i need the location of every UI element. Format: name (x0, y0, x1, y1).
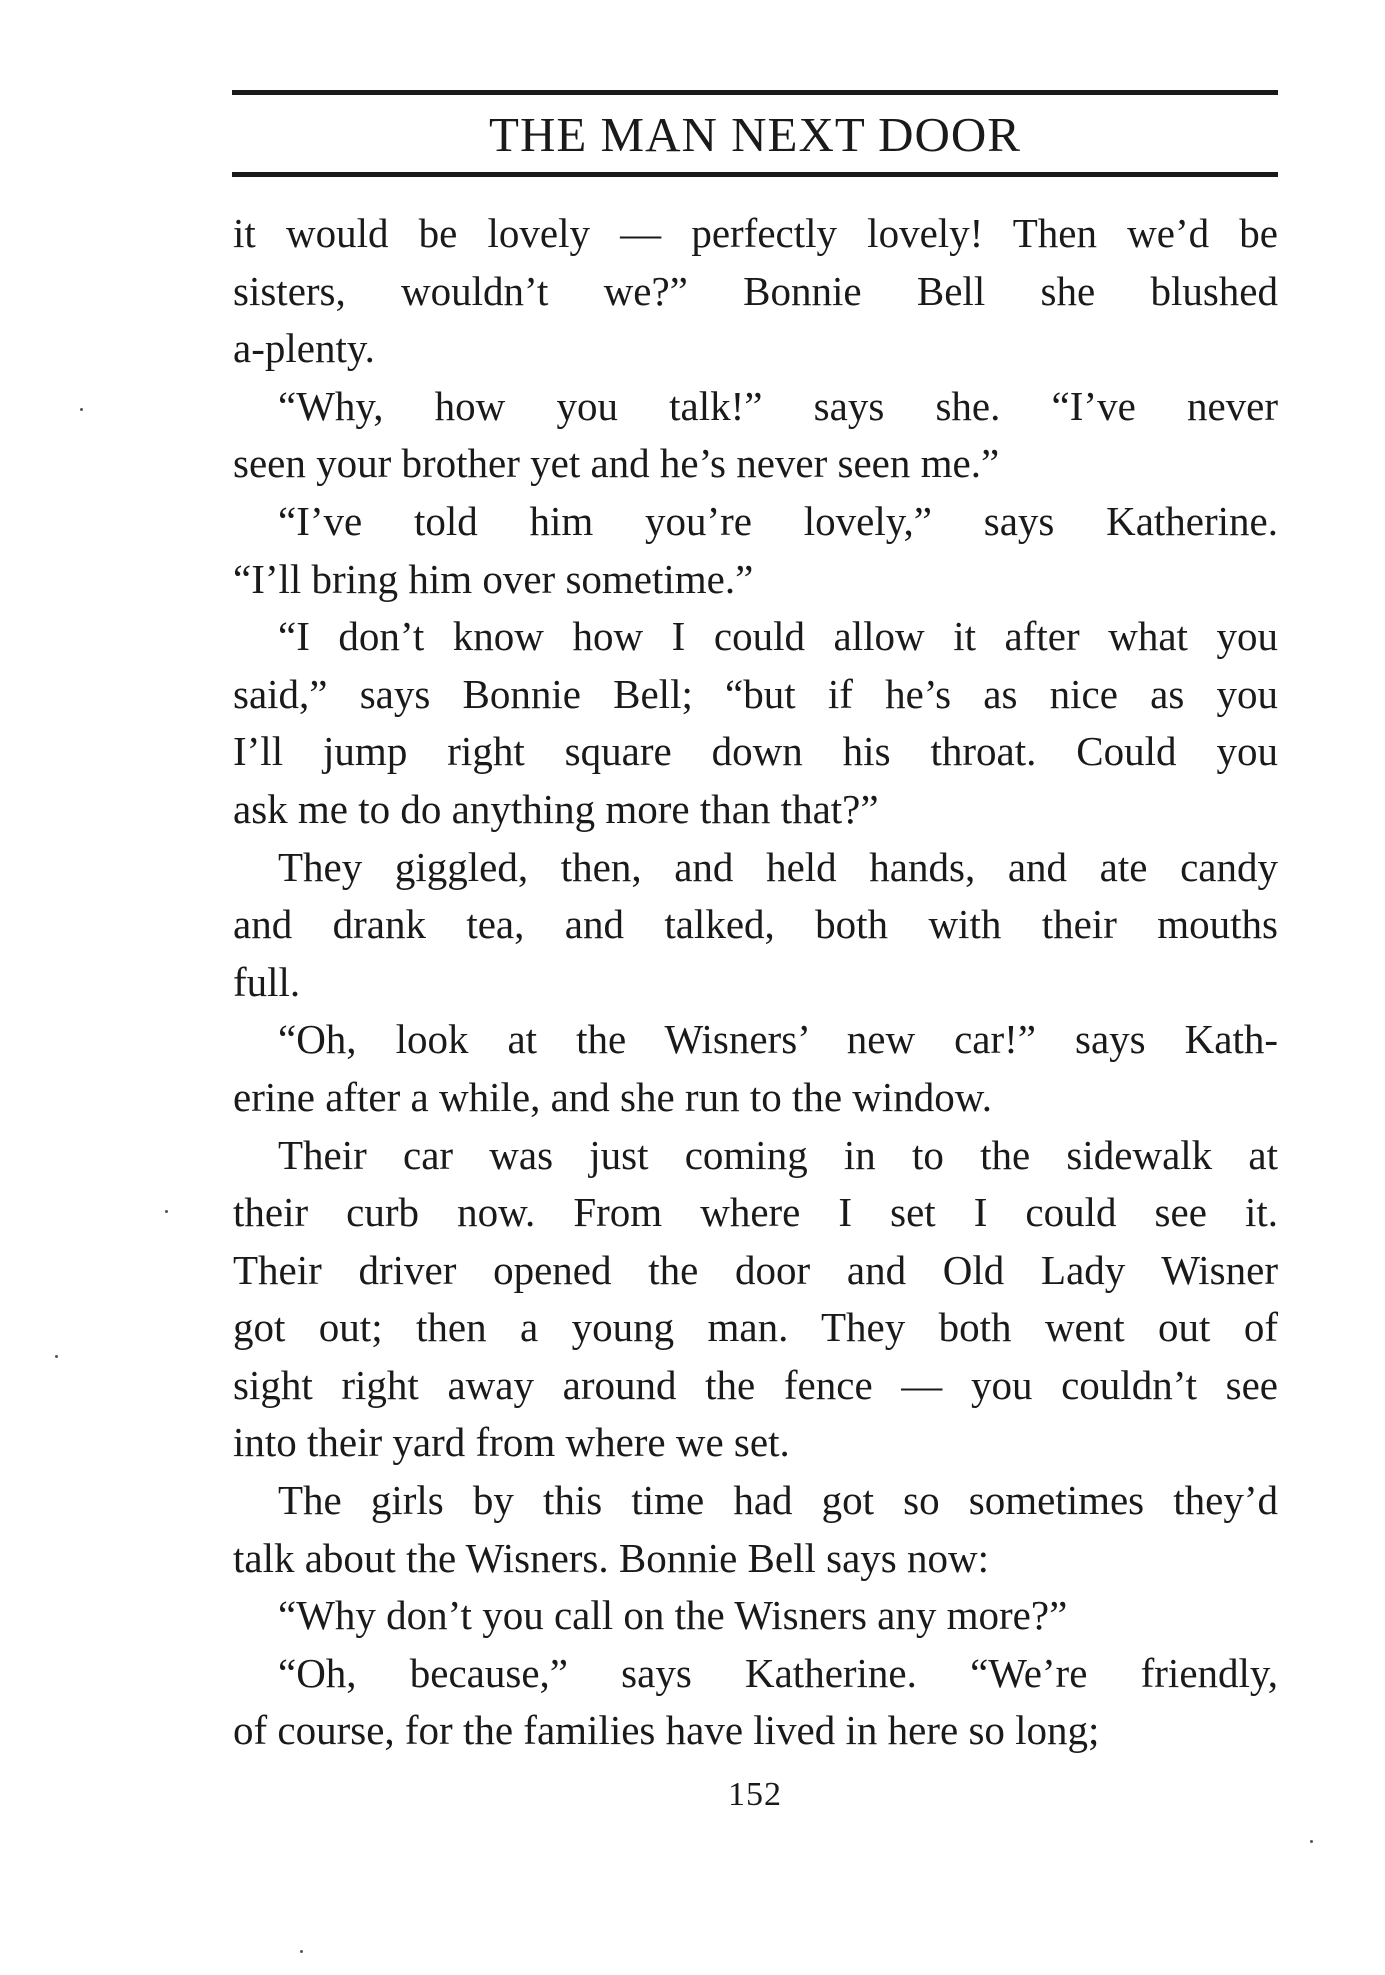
text-line: “Oh, look at the Wisners’ new car!” says Kath- (278, 1016, 1278, 1063)
text-line: of course, for the families have lived in here so long; (233, 1707, 1100, 1754)
paragraph (233, 1587, 1278, 1645)
scan-speck (165, 1210, 168, 1213)
paragraph (233, 378, 1278, 493)
paragraph (233, 1645, 1278, 1760)
text-line: said,” says Bonnie Bell; “but if he’s as nice as you (233, 670, 1278, 717)
scan-speck (80, 408, 83, 411)
running-head: THE MAN NEXT DOOR (489, 107, 1021, 162)
text-line: into their yard from where we set. (233, 1419, 790, 1466)
text-line: and drank tea, and talked, both with their mouths (233, 901, 1278, 948)
text-line: “Why, how you talk!” says she. “I’ve never (278, 382, 1278, 429)
paragraph (233, 1472, 1278, 1587)
text-line: Their driver opened the door and Old Lady Wisner (233, 1246, 1278, 1293)
paragraph (233, 205, 1278, 378)
paragraph (233, 1011, 1278, 1126)
header-rule-top (232, 90, 1278, 95)
text-line: seen your brother yet and he’s never seen me.” (233, 440, 1000, 487)
paragraph (233, 608, 1278, 838)
text-line: “I’ve told him you’re lovely,” says Katherine. (278, 497, 1278, 544)
text-line: “Oh, because,” says Katherine. “We’re friendly, (278, 1649, 1278, 1696)
text-line: Their car was just coming in to the sidewalk at (278, 1131, 1278, 1178)
text-line: The girls by this time had got so sometimes they’d (278, 1477, 1278, 1524)
paragraph (233, 839, 1278, 1012)
text-line: “Why don’t you call on the Wisners any more?” (278, 1592, 1068, 1639)
text-line: sisters, wouldn’t we?” Bonnie Bell she blushed (233, 267, 1278, 314)
text-line: erine after a while, and she run to the window. (233, 1073, 993, 1120)
text-line: “I’ll bring him over sometime.” (233, 555, 754, 602)
text-line: sight right away around the fence — you couldn’t see (233, 1361, 1278, 1408)
text-line: I’ll jump right square down his throat. Could you (233, 728, 1278, 775)
text-line: They giggled, then, and held hands, and ate candy (278, 843, 1278, 890)
paragraph (233, 1127, 1278, 1473)
text-line: a-plenty. (233, 325, 375, 372)
text-line: got out; then a young man. They both went out of (233, 1304, 1278, 1351)
page-number: 152 (728, 1776, 782, 1813)
header-rule-bottom (232, 172, 1278, 177)
text-line: talk about the Wisners. Bonnie Bell says now: (233, 1534, 989, 1581)
scan-speck (300, 1950, 303, 1953)
scan-speck (55, 1355, 58, 1358)
text-line: their curb now. From where I set I could see it. (233, 1189, 1278, 1236)
paragraph (233, 493, 1278, 608)
text-line: it would be lovely — perfectly lovely! Then we’d be (233, 210, 1278, 256)
text-line: full. (233, 958, 301, 1005)
text-line: ask me to do anything more than that?” (233, 785, 879, 832)
body-text (233, 205, 1278, 1760)
text-line: “I don’t know how I could allow it after what you (278, 613, 1278, 660)
scan-speck (1310, 1840, 1313, 1843)
